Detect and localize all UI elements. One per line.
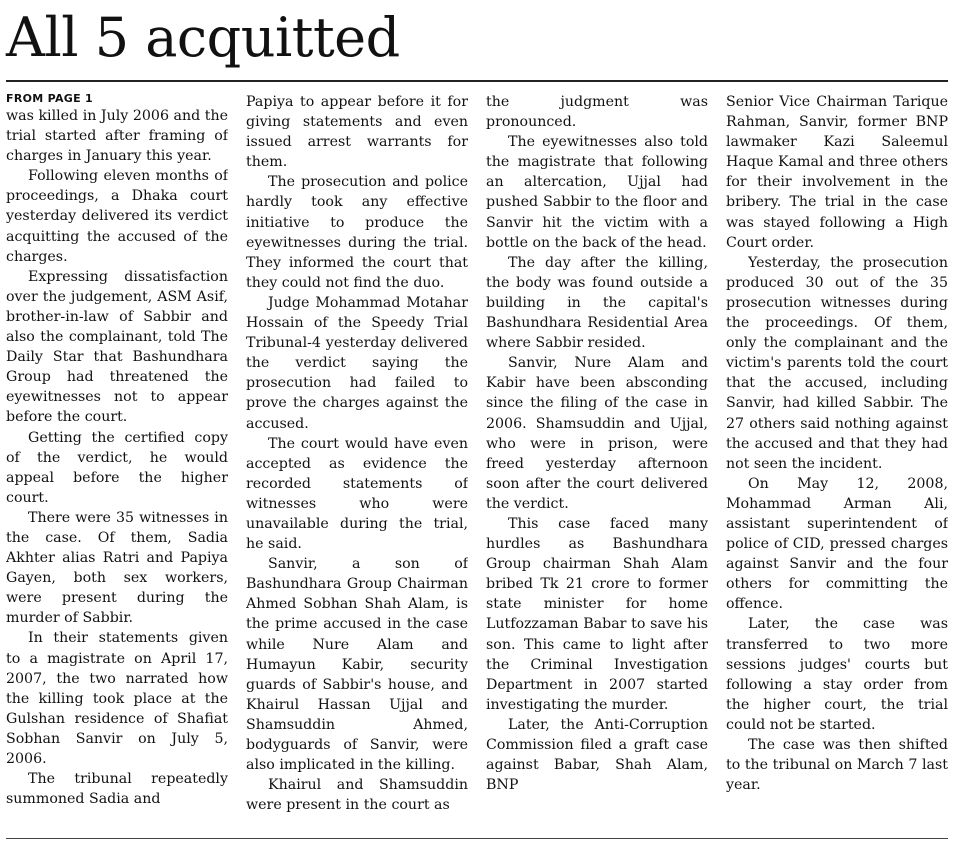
paragraph: The day after the killing, the body was found outside a building in the capital's Bashundhara Residential Area where Sabbir resided. [486, 254, 708, 352]
paragraph: Senior Vice Chairman Tarique Rahman, Sanvir, former BNP lawmaker Kazi Saleemul Haque Kamal and three others for their involvement in the bribery. The trial in the case was stayed following a High Court order. [726, 94, 948, 251]
paragraph: Following eleven months of proceedings, a Dhaka court yesterday delivered its verdict acquitting the accused of the charges. [6, 168, 228, 265]
paragraph: Khairul and Shamsuddin were present in the court as [246, 777, 468, 814]
column-3 [486, 92, 708, 836]
kicker: FROM PAGE 1 [6, 92, 94, 105]
article-body [6, 92, 948, 836]
paragraph: Expressing dissatisfaction over the judgement, ASM Asif, brother-in-law of Sabbir and also the complainant, told The Daily Star that Bashundhara Group had threatened the eyewitnesses not to appear before the court. [6, 268, 228, 426]
headline: All 5 acquitted [6, 6, 400, 69]
paragraph: Getting the certified copy of the verdict, he would appeal before the higher court. [6, 429, 228, 506]
column-2 [246, 92, 468, 836]
column-1 [6, 92, 228, 836]
paragraph: In their statements given to a magistrate on April 17, 2007, the two narrated how the killing took place at the Gulshan residence of Shafiat Sobhan Sanvir on July 5, 2006. [6, 630, 228, 767]
paragraph: There were 35 witnesses in the case. Of them, Sadia Akhter alias Ratri and Papiya Gayen, both sex workers, were present during the murder of Sabbir. [6, 509, 228, 627]
paragraph: The eyewitnesses also told the magistrate that following an altercation, Ujjal had pushed Sabbir to the floor and Sanvir hit the victim with a bottle on the back of the head. [486, 134, 708, 251]
paragraph: The tribunal repeatedly summoned Sadia and [6, 771, 228, 808]
bottom-rule [6, 838, 948, 839]
paragraph: The case was then shifted to the tribunal on March 7 last year. [726, 737, 948, 794]
paragraph: Later, the case was transferred to two more sessions judges' courts but following a stay order from the higher court, the trial could not be started. [726, 616, 948, 733]
paragraph: Sanvir, a son of Bashundhara Group Chairman Ahmed Sobhan Shah Alam, is the prime accused in the case while Nure Alam and Humayun Kabir, security guards of Sabbir's house, and Khairul Hassan Ujjal and Shamsuddin Ahmed, bodyguards of Sanvir, were also implicated in the killing. [246, 556, 468, 774]
paragraph: Later, the Anti-Corruption Commission filed a graft case against Babar, Shah Alam, BNP [486, 716, 708, 794]
paragraph: Judge Mohammad Motahar Hossain of the Speedy Trial Tribunal-4 yesterday delivered the verdict saying the prosecution had failed to prove the charges against the accused. [246, 294, 468, 432]
paragraph: Papiya to appear before it for giving statements and even issued arrest warrants for them. [246, 94, 468, 171]
paragraph: was killed in July 2006 and the trial started after framing of charges in January this year. [6, 108, 228, 165]
paragraph: Sanvir, Nure Alam and Kabir have been absconding since the filing of the case in 2006. Shamsuddin and Ujjal, who were in prison, were freed yesterday afternoon soon after the court delivered the verdict. [486, 355, 708, 512]
paragraph: On May 12, 2008, Mohammad Arman Ali, assistant superintendent of police of CID, pressed charges against Sanvir and the four others for committing the offence. [726, 475, 948, 613]
paragraph: Yesterday, the prosecution produced 30 out of the 35 prosecution witnesses during the proceedings. Of them, only the complainant and the victim's parents told the court that the accused, including Sanvir, had killed Sabbir. The 27 others said nothing against the accused and that they had not seen the incident. [726, 254, 948, 472]
column-4 [726, 92, 948, 836]
paragraph: The court would have even accepted as evidence the recorded statements of witnesses who were unavailable during the trial, he said. [246, 435, 468, 553]
paragraph: This case faced many hurdles as Bashundhara Group chairman Shah Alam bribed Tk 21 crore to former state minister for home Lutfozzaman Babar to save his son. This came to light after the Criminal Investigation Department in 2007 started investigating the murder. [486, 515, 708, 713]
paragraph: The prosecution and police hardly took any effective initiative to produce the eyewitnesses during the trial. They informed the court that they could not find the duo. [246, 174, 468, 291]
paragraph: the judgment was pronounced. [486, 94, 708, 131]
headline-rule [6, 80, 948, 82]
